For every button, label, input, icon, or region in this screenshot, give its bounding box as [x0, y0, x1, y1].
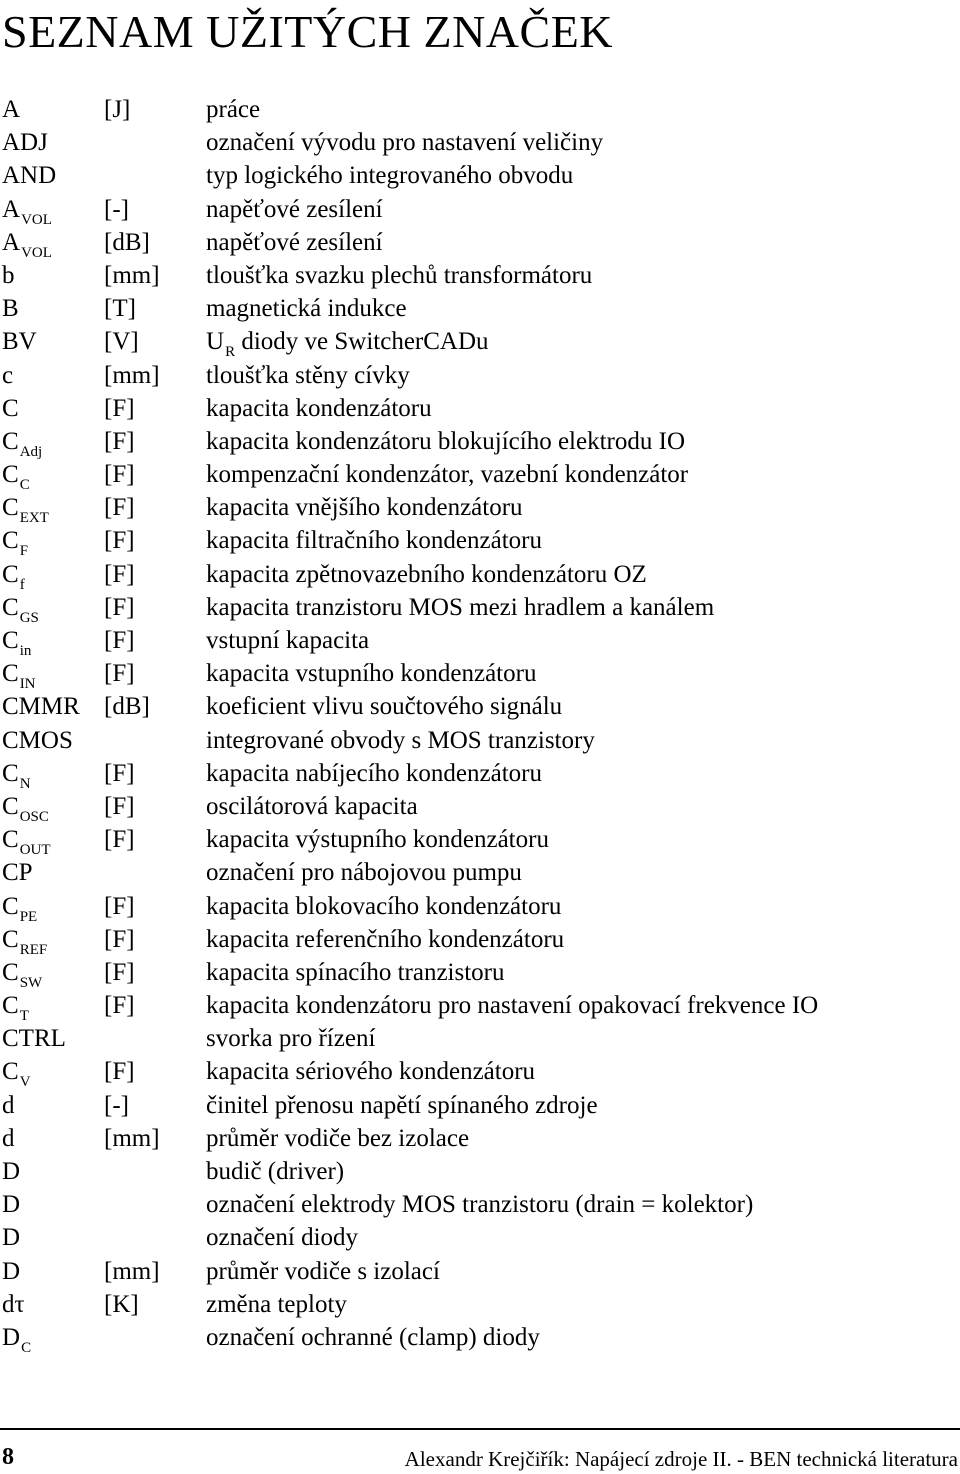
- description-text: kapacita zpětnovazebního kondenzátoru OZ: [206, 560, 647, 588]
- symbol-row: [0, 392, 960, 425]
- symbol-cell: [2, 392, 19, 425]
- symbol-cell: [2, 359, 13, 392]
- description-text: označení elektrody MOS tranzistoru (drain = kolektor): [206, 1191, 754, 1219]
- description-text: činitel přenosu napětí spínaného zdroje: [206, 1091, 598, 1119]
- symbol-text: D: [2, 1323, 21, 1351]
- description-cell: [206, 392, 432, 425]
- description-text: označení pro nábojovou pumpu: [206, 859, 522, 887]
- symbol-row: [0, 989, 960, 1025]
- symbol-text: C: [2, 394, 19, 422]
- symbol-row: [0, 359, 960, 392]
- description-cell: [206, 1321, 540, 1354]
- description-cell: [206, 989, 818, 1022]
- unit-cell: [J]: [104, 96, 131, 123]
- page-title: SEZNAM UŽITÝCH ZNAČEK: [2, 6, 614, 57]
- symbol-cell: [2, 1321, 31, 1354]
- unit-cell: [F]: [104, 992, 135, 1020]
- symbol-text: C: [2, 759, 19, 787]
- symbol-text: C: [2, 792, 19, 820]
- symbol-text: C: [2, 494, 19, 522]
- description-cell: [206, 923, 564, 956]
- description-cell: [206, 193, 383, 226]
- symbol-row: [0, 1055, 960, 1091]
- symbol-text: CMOS: [2, 726, 73, 754]
- symbol-text: C: [2, 627, 19, 654]
- description-text: kapacita referenčního kondenzátoru: [206, 925, 565, 953]
- symbol-subscript: C: [21, 1339, 32, 1356]
- description-text: kapacita blokovacího kondenzátoru: [206, 892, 562, 920]
- description-cell: [206, 690, 562, 723]
- description-cell: [206, 558, 647, 591]
- symbol-row: [0, 690, 960, 723]
- symbol-cell: [2, 1288, 25, 1321]
- unit-cell: [-]: [104, 1091, 129, 1119]
- description-text: kapacita tranzistoru MOS mezi hradlem a kanálem: [206, 593, 715, 621]
- unit-cell: [-]: [104, 195, 129, 223]
- symbol-text: d: [2, 1091, 15, 1119]
- description-cell: [206, 226, 383, 259]
- symbol-list: [0, 93, 960, 1354]
- symbol-text: B: [2, 295, 19, 323]
- symbol-subscript: C: [19, 477, 30, 494]
- symbol-cell: [2, 292, 19, 325]
- description-text: tloušťka stěny cívky: [206, 361, 410, 389]
- description-text: kapacita spínacího tranzistoru: [206, 958, 505, 986]
- unit-cell: [F]: [104, 427, 135, 455]
- symbol-text: C: [2, 925, 19, 953]
- symbol-row: [0, 1221, 960, 1254]
- symbol-text: D: [2, 1224, 21, 1252]
- symbol-row: [0, 259, 960, 292]
- symbol-cell: [2, 790, 49, 823]
- symbol-row: [0, 923, 960, 956]
- description-cell: [206, 856, 522, 889]
- symbol-row: [0, 657, 960, 693]
- description-cell: [206, 1188, 753, 1221]
- unit-cell: [F]: [104, 527, 135, 555]
- description-cell: [206, 890, 561, 923]
- description-cell: [206, 491, 523, 524]
- description-text: vstupní kapacita: [206, 627, 370, 654]
- description-text: průměr vodiče s izolací: [206, 1257, 440, 1285]
- description-cell: [206, 425, 685, 458]
- symbol-text: C: [2, 660, 19, 688]
- description-cell: [206, 1055, 535, 1088]
- unit-cell: [F]: [104, 560, 135, 588]
- description-cell: [206, 624, 369, 657]
- unit-cell: [dB]: [104, 228, 150, 256]
- symbol-text: C: [2, 560, 19, 588]
- symbol-row: [0, 524, 960, 560]
- symbol-subscript: T: [19, 1008, 29, 1025]
- symbol-subscript: SW: [19, 974, 43, 991]
- description-text: kapacita filtračního kondenzátoru: [206, 527, 542, 555]
- symbol-cell: [2, 591, 39, 624]
- description-cell: [206, 724, 595, 757]
- symbol-row: [0, 193, 960, 226]
- unit-cell: [T]: [104, 295, 136, 323]
- unit-cell: [F]: [104, 759, 135, 787]
- symbol-cell: [2, 657, 36, 693]
- description-text: napěťové zesílení: [206, 195, 383, 223]
- footer-publication-line: Alexandr Krejčiřík: Napájecí zdroje II. - BEN technická literatura: [404, 1447, 958, 1471]
- unit-cell: [mm]: [104, 261, 160, 289]
- symbol-cell: [2, 524, 29, 560]
- description-cell: [206, 1288, 347, 1321]
- unit-cell: [K]: [104, 1290, 139, 1318]
- description-cell: [206, 1022, 375, 1055]
- description-cell: [206, 524, 542, 557]
- unit-cell: [F]: [104, 394, 135, 422]
- description-cell: [206, 823, 549, 856]
- symbol-cell: [2, 1255, 20, 1288]
- description-text: kapacita vstupního kondenzátoru: [206, 660, 537, 688]
- symbol-cell: [2, 724, 73, 757]
- unit-cell: [F]: [104, 627, 135, 654]
- symbol-text: C: [2, 461, 19, 489]
- symbol-row: [0, 425, 960, 458]
- symbol-text: C: [2, 427, 19, 455]
- description-cell: [206, 359, 410, 392]
- unit-cell: [F]: [104, 958, 135, 986]
- unit-cell: [F]: [104, 461, 135, 489]
- description-cell: [206, 126, 603, 159]
- description-cell: [206, 757, 542, 790]
- symbol-row: [0, 757, 960, 790]
- symbol-cell: [2, 259, 15, 292]
- symbol-cell: [2, 757, 31, 790]
- symbol-subscript: EXT: [19, 510, 49, 527]
- symbol-row: [0, 1022, 960, 1055]
- description-text: koeficient vlivu součtového signálu: [206, 693, 563, 721]
- symbol-subscript: OSC: [19, 808, 49, 825]
- symbol-subscript: IN: [19, 676, 36, 693]
- description-text: oscilátorová kapacita: [206, 792, 418, 820]
- symbol-cell: [2, 325, 37, 358]
- symbol-cell: [2, 93, 20, 126]
- symbol-row: [0, 292, 960, 325]
- symbol-text: d: [2, 1124, 15, 1152]
- description-text: kapacita nabíjecího kondenzátoru: [206, 759, 542, 787]
- symbol-text: AND: [2, 162, 57, 190]
- description-cell: [206, 159, 573, 192]
- description-text-rest: diody ve SwitcherCADu: [235, 328, 489, 356]
- symbol-cell: [2, 226, 52, 259]
- description-text: kapacita kondenzátoru blokujícího elektrodu IO: [206, 427, 686, 455]
- description-text: tloušťka svazku plechů transformátoru: [206, 261, 593, 289]
- symbol-subscript: VOL: [21, 211, 52, 228]
- unit-cell: [F]: [104, 892, 135, 920]
- symbol-text: D: [2, 1158, 21, 1185]
- symbol-text: C: [2, 826, 19, 854]
- description-text: U: [206, 328, 225, 356]
- symbol-text: C: [2, 1058, 19, 1086]
- unit-cell: [F]: [104, 792, 135, 820]
- symbol-row: [0, 856, 960, 889]
- description-text: budič (driver): [206, 1158, 345, 1185]
- symbol-subscript: Adj: [19, 443, 43, 460]
- symbol-cell: [2, 193, 52, 226]
- description-cell: [206, 1155, 344, 1188]
- description-text: označení diody: [206, 1224, 359, 1252]
- symbol-text: A: [2, 96, 21, 123]
- symbol-subscript: REF: [19, 941, 48, 958]
- symbol-cell: [2, 558, 25, 591]
- description-text: magnetická indukce: [206, 295, 407, 323]
- description-cell: [206, 1122, 469, 1155]
- symbol-cell: [2, 1055, 31, 1091]
- unit-cell: [mm]: [104, 1124, 160, 1152]
- symbol-cell: [2, 989, 29, 1025]
- symbol-row: [0, 226, 960, 259]
- symbol-row: [0, 1188, 960, 1221]
- unit-cell: [F]: [104, 494, 135, 522]
- symbol-text: CP: [2, 859, 33, 887]
- unit-cell: [dB]: [104, 693, 150, 721]
- symbol-row: [0, 1089, 960, 1122]
- symbol-cell: [2, 425, 42, 458]
- description-cell: [206, 458, 688, 491]
- description-text: kapacita kondenzátoru: [206, 394, 432, 422]
- description-cell: [206, 259, 592, 292]
- symbol-cell: [2, 1221, 20, 1254]
- symbol-cell: [2, 126, 48, 159]
- description-cell: [206, 1255, 440, 1288]
- description-cell: [206, 1089, 598, 1122]
- symbol-text: C: [2, 892, 19, 920]
- symbol-text: CMMR: [2, 693, 80, 721]
- symbol-text: C: [2, 527, 19, 555]
- description-text: kapacita výstupního kondenzátoru: [206, 826, 549, 854]
- symbol-cell: [2, 923, 47, 956]
- symbol-row: [0, 591, 960, 624]
- symbol-subscript: OUT: [19, 842, 51, 859]
- symbol-text: A: [2, 228, 21, 256]
- symbol-text: C: [2, 958, 19, 986]
- symbol-cell: [2, 956, 42, 989]
- description-cell: [206, 93, 260, 126]
- description-cell: [206, 325, 489, 361]
- symbol-subscript: f: [19, 576, 25, 593]
- symbol-row: [0, 956, 960, 989]
- symbol-cell: [2, 1022, 66, 1055]
- symbol-text: A: [2, 195, 21, 223]
- description-text: označení ochranné (clamp) diody: [206, 1323, 540, 1351]
- symbol-subscript: VOL: [21, 244, 52, 261]
- description-text: změna teploty: [206, 1290, 347, 1318]
- unit-cell: [V]: [104, 328, 139, 356]
- symbol-cell: [2, 1188, 20, 1221]
- symbol-text: BV: [2, 328, 37, 356]
- symbol-text: C: [2, 593, 19, 621]
- symbol-row: [0, 325, 960, 361]
- symbol-subscript: PE: [19, 908, 38, 925]
- description-subscript: R: [225, 344, 236, 361]
- symbol-cell: [2, 890, 37, 923]
- symbol-cell: [2, 491, 49, 527]
- symbol-row: [0, 823, 960, 859]
- symbol-subscript: in: [19, 643, 32, 659]
- symbol-text: dτ: [2, 1290, 25, 1318]
- description-cell: [206, 657, 536, 690]
- symbol-text: C: [2, 992, 19, 1020]
- symbol-cell: [2, 624, 31, 657]
- symbol-subscript: GS: [19, 609, 39, 626]
- symbol-text: b: [2, 261, 15, 289]
- symbol-text: D: [2, 1257, 21, 1285]
- symbol-text: c: [2, 361, 14, 389]
- description-text: kapacita sériového kondenzátoru: [206, 1058, 536, 1086]
- symbol-cell: [2, 1122, 15, 1155]
- description-text: napěťové zesílení: [206, 228, 383, 256]
- symbol-row: [0, 724, 960, 757]
- description-text: integrované obvody s MOS tranzistory: [206, 726, 595, 754]
- symbol-cell: [2, 1089, 15, 1122]
- symbol-row: [0, 1288, 960, 1321]
- description-text: kapacita kondenzátoru pro nastavení opakovací frekvence IO: [206, 992, 819, 1020]
- unit-cell: [F]: [104, 593, 135, 621]
- description-cell: [206, 790, 418, 823]
- footer-divider: [0, 1428, 960, 1430]
- unit-cell: [F]: [104, 1058, 135, 1086]
- symbol-row: [0, 1122, 960, 1155]
- symbol-subscript: N: [19, 775, 31, 792]
- symbol-cell: [2, 458, 30, 494]
- symbol-row: [0, 890, 960, 923]
- symbol-cell: [2, 690, 80, 723]
- description-text: svorka pro řízení: [206, 1025, 376, 1053]
- symbol-row: [0, 790, 960, 823]
- symbol-row: [0, 93, 960, 126]
- symbol-row: [0, 491, 960, 527]
- symbol-cell: [2, 823, 51, 859]
- symbol-text: ADJ: [2, 129, 48, 157]
- symbol-row: [0, 159, 960, 192]
- symbol-row: [0, 126, 960, 159]
- description-text: kompenzační kondenzátor, vazební kondenzátor: [206, 461, 689, 489]
- unit-cell: [mm]: [104, 1257, 160, 1285]
- symbol-text: CTRL: [2, 1025, 66, 1053]
- description-text: kapacita vnějšího kondenzátoru: [206, 494, 523, 522]
- symbol-cell: [2, 1155, 20, 1188]
- symbol-row: [0, 624, 960, 657]
- unit-cell: [F]: [104, 826, 135, 854]
- symbol-row: [0, 458, 960, 494]
- symbol-subscript: V: [19, 1074, 31, 1091]
- symbol-cell: [2, 159, 56, 192]
- description-cell: [206, 956, 505, 989]
- description-text: průměr vodiče bez izolace: [206, 1124, 470, 1152]
- symbol-cell: [2, 856, 33, 889]
- symbol-text: D: [2, 1191, 21, 1219]
- symbol-subscript: F: [19, 543, 29, 560]
- unit-cell: [F]: [104, 660, 135, 688]
- unit-cell: [mm]: [104, 361, 160, 389]
- description-cell: [206, 292, 407, 325]
- description-text: typ logického integrovaného obvodu: [206, 162, 574, 190]
- description-cell: [206, 591, 714, 624]
- symbol-row: [0, 1155, 960, 1188]
- symbol-row: [0, 558, 960, 591]
- description-text: práce: [206, 96, 261, 123]
- symbol-row: [0, 1321, 960, 1354]
- symbol-row: [0, 1255, 960, 1288]
- page-number: 8: [2, 1444, 14, 1470]
- description-cell: [206, 1221, 358, 1254]
- unit-cell: [F]: [104, 925, 135, 953]
- description-text: označení vývodu pro nastavení veličiny: [206, 129, 604, 157]
